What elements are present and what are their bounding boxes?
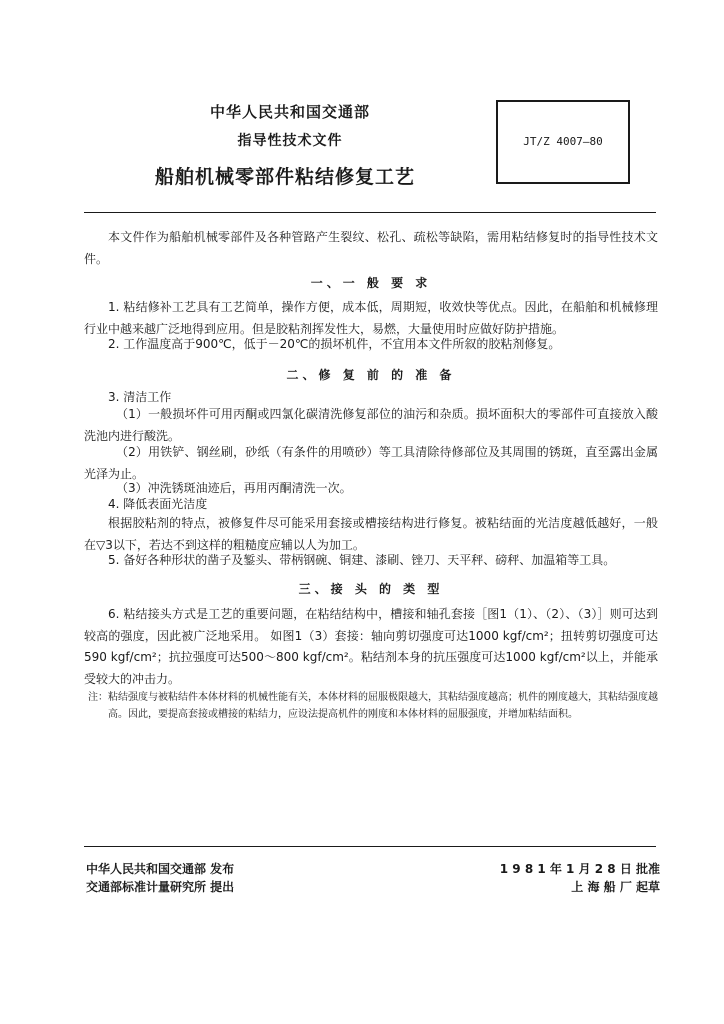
- clause-6: 6. 粘结接头方式是工艺的重要问题，在粘结结构中，槽接和轴孔套接［图1（1）、（2）、（3）］则可达到较高的强度，因此被广泛地采用。 如图1（3）套接：轴向剪切强度可达1000 kgf/cm²；扭转剪切强度可达590 kgf/cm²；抗拉强度可达500～800 kgf/cm²。粘结剂本身的抗压强度可达1000 kgf/cm²以上，并能承受较大的冲击力。: [84, 607, 658, 686]
- page-title: 船舶机械零部件粘结修复工艺: [154, 166, 415, 188]
- clause-3-1: （1）一般损坏件可用丙酮或四氯化碳清洗修复部位的油污和杂质。损坏面积大的零部件可直接放入酸洗池内进行酸洗。: [84, 407, 658, 443]
- clause-4-text: 根据胶粘剂的特点，被修复件尽可能采用套接或槽接结构进行修复。被粘结面的光洁度越低越好，一般在▽3以下，若达不到这样的粗糙度应辅以人为加工。: [84, 516, 658, 552]
- issuer-heading: 中华人民共和国交通部: [209, 103, 370, 121]
- intro-paragraph: 本文件作为船舶机械零部件及各种管路产生裂纹、松孔、疏松等缺陷，需用粘结修复时的指导性技术文件。: [84, 230, 658, 266]
- clause-1: 1. 粘结修补工艺具有工艺简单，操作方便，成本低，周期短，收效快等优点。因此，在船舶和机械修理行业中越来越广泛地得到应用。但是胶粘剂挥发性大，易燃，大量使用时应做好防护措施。: [84, 300, 658, 336]
- footer-drafter: 交通部标准计量研究所 提出: [86, 880, 235, 894]
- clause-3-2: （2）用铁铲、钢丝刷，砂纸（有条件的用喷砂）等工具清除待修部位及其周围的锈斑，直至露出金属光泽为止。: [84, 445, 658, 481]
- note-label: 注：: [88, 692, 108, 703]
- footer-divider: [84, 846, 656, 847]
- document-type: 指导性技术文件: [237, 133, 343, 149]
- section-1-title: 一、一 般 要 求: [310, 276, 432, 290]
- footer-publisher: 中华人民共和国交通部 发布: [86, 862, 235, 876]
- clause-5: 5. 备好各种形状的凿子及錾头、带柄钢碗、铜建、漆刷、锉刀、天平秤、磅秤、加温箱等工具。: [108, 553, 616, 567]
- clause-2: 2. 工作温度高于900℃，低于－20℃的损坏机件，不宜用本文件所叙的胶粘剂修复。: [108, 337, 561, 351]
- note-text: 粘结强度与被粘结件本体材料的机械性能有关，本体材料的屈服极限越大，其粘结强度越高；机件的刚度越大，其粘结强度越高。因此，要提高套接或槽接的粘结力，应设法提高机件的刚度和本体材料的屈服强度，并增加粘结面积。: [108, 692, 658, 720]
- footer-drafting-unit: 上 海 船 厂 起草: [571, 880, 660, 894]
- clause-4: 4. 降低表面光洁度: [108, 497, 208, 511]
- clause-3: 3. 清洁工作: [108, 390, 172, 404]
- footer-approval: 1 9 8 1 年 1 月 2 8 日 批准: [499, 862, 660, 876]
- header-divider: [84, 212, 656, 213]
- section-2-title: 二、修 复 前 的 准 备: [286, 368, 456, 382]
- standard-code-box: [496, 100, 630, 184]
- section-3-title: 三、接 头 的 类 型: [298, 582, 444, 596]
- standard-code: JT/Z 4007—80: [523, 135, 603, 148]
- clause-3-3: （3）冲洗锈斑油迹后，再用丙酮清洗一次。: [116, 481, 352, 495]
